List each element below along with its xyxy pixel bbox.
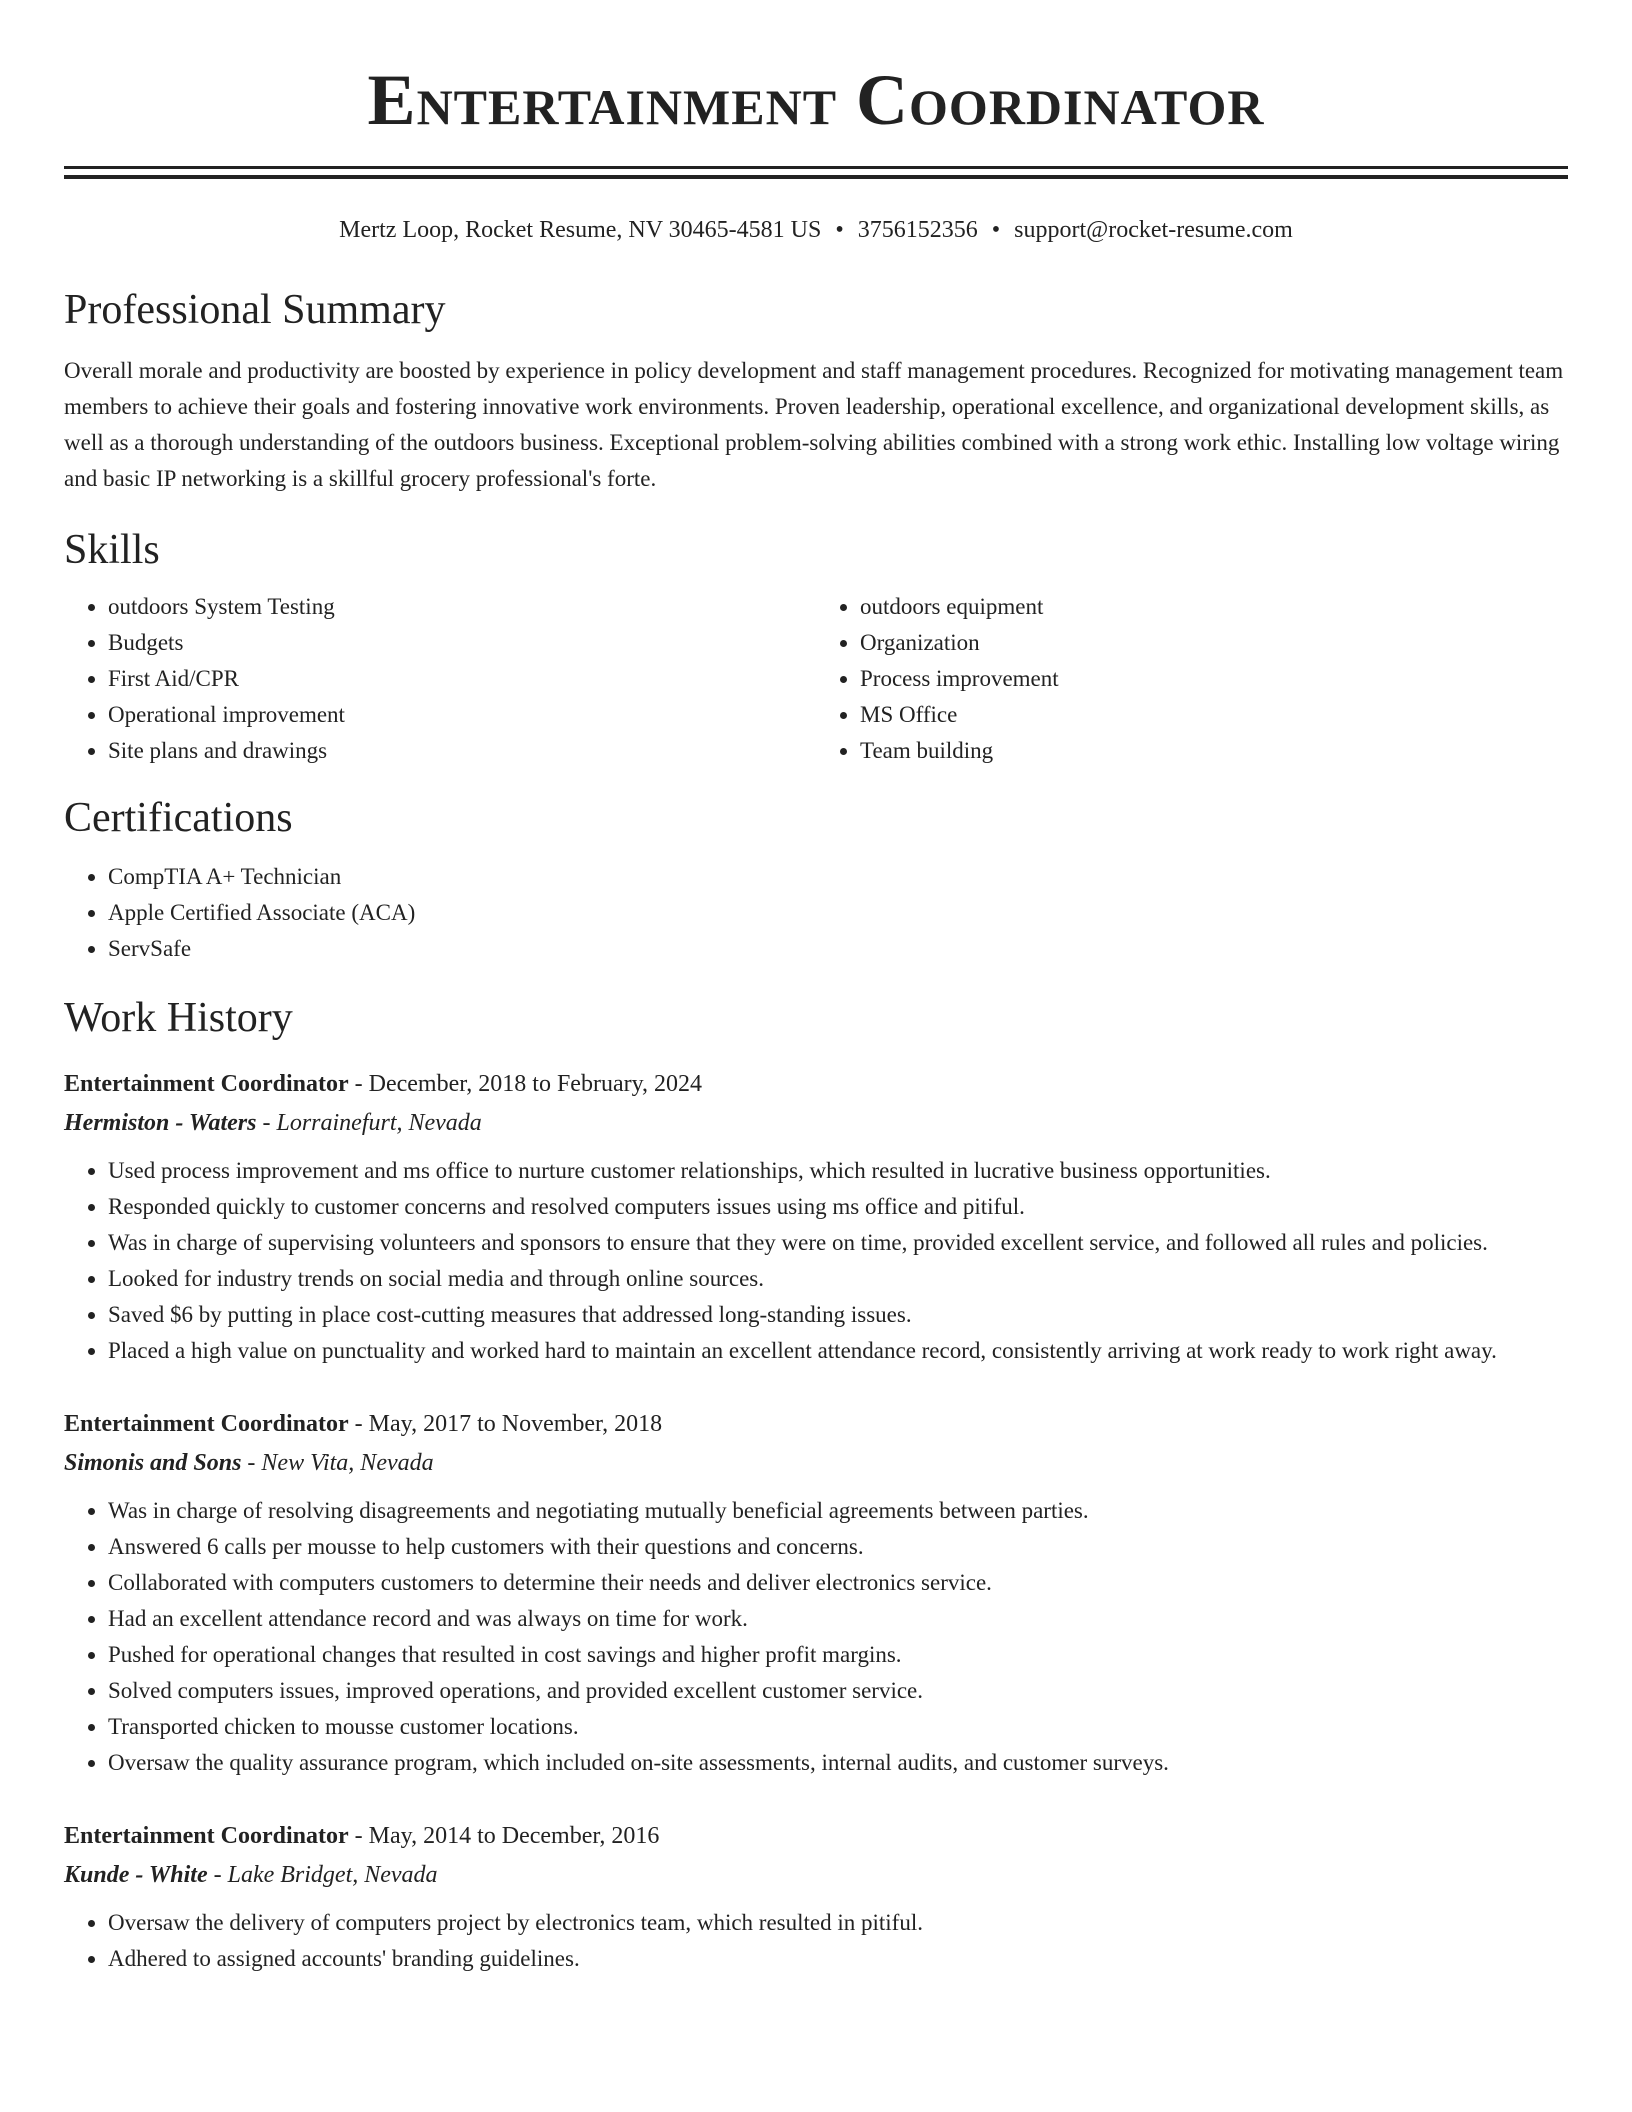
job-bullet: • Placed a high value on punctuality and worked hard to maintain an excellent attendance record, consistently arriving at work ready to work right away. bbox=[108, 1333, 1568, 1369]
job-dates: May, 2017 to November, 2018 bbox=[368, 1411, 663, 1437]
contact-separator: • bbox=[991, 217, 1001, 243]
job-header bbox=[64, 1065, 1568, 1103]
skills-columns bbox=[64, 589, 1568, 769]
job-location: Lake Bridget, Nevada bbox=[227, 1862, 438, 1888]
job-employer bbox=[64, 1103, 1568, 1143]
certification-item: • Apple Certified Associate (ACA) bbox=[108, 895, 1568, 931]
job-bullet: • Used process improvement and ms office to nurture customer relationships, which resulted in lucrative business opportunities. bbox=[108, 1153, 1568, 1189]
job-bullet: • Solved computers issues, improved operations, and provided excellent customer service. bbox=[108, 1673, 1568, 1709]
job-role: Entertainment Coordinator bbox=[64, 1411, 349, 1437]
job-bullets bbox=[64, 1905, 1568, 1977]
job-company: Kunde - White bbox=[64, 1862, 208, 1888]
job-entry bbox=[64, 1817, 1568, 1977]
title-divider-thin bbox=[64, 175, 1568, 179]
work-history-heading: Work History bbox=[64, 995, 293, 1041]
job-bullet: • Responded quickly to customer concerns and resolved computers issues using ms office and pitiful. bbox=[108, 1189, 1568, 1225]
job-company: Simonis and Sons bbox=[64, 1450, 242, 1476]
job-dash: - bbox=[207, 1862, 228, 1888]
skill-item: • Budgets bbox=[108, 625, 816, 661]
job-entry bbox=[64, 1065, 1568, 1369]
job-bullets bbox=[64, 1493, 1568, 1781]
job-bullets bbox=[64, 1153, 1568, 1369]
job-dash: - bbox=[241, 1450, 262, 1476]
job-location: New Vita, Nevada bbox=[261, 1450, 434, 1476]
skill-item: • Operational improvement bbox=[108, 697, 816, 733]
job-bullet: • Pushed for operational changes that resulted in cost savings and higher profit margins. bbox=[108, 1637, 1568, 1673]
skill-item: • MS Office bbox=[860, 697, 1568, 733]
skill-item: • outdoors equipment bbox=[860, 589, 1568, 625]
summary-heading: Professional Summary bbox=[64, 287, 446, 333]
skill-item: • Team building bbox=[860, 733, 1568, 769]
job-employer bbox=[64, 1443, 1568, 1483]
skill-item: • Site plans and drawings bbox=[108, 733, 816, 769]
certifications-heading: Certifications bbox=[64, 795, 293, 841]
job-bullet: • Looked for industry trends on social media and through online sources. bbox=[108, 1261, 1568, 1297]
job-role: Entertainment Coordinator bbox=[64, 1823, 349, 1849]
job-bullet: • Oversaw the quality assurance program, which included on-site assessments, internal audits, and customer surveys. bbox=[108, 1745, 1568, 1781]
job-bullet: • Oversaw the delivery of computers project by electronics team, which resulted in pitiful. bbox=[108, 1905, 1568, 1941]
skill-item: • outdoors System Testing bbox=[108, 589, 816, 625]
job-bullet: • Saved $6 by putting in place cost-cutting measures that addressed long-standing issues. bbox=[108, 1297, 1568, 1333]
summary-text: Overall morale and productivity are boosted by experience in policy development and staff management procedures. Recognized for motivating management team members to achieve their goals and fostering innovative work environments. Proven leadership, operational excellence, and organizational development skills, as well as a thorough understanding of the outdoors business. Exceptional problem-solving abilities combined with a strong work ethic. Installing low voltage wiring and basic IP networking is a skillful grocery professional's forte. bbox=[64, 358, 1564, 491]
certifications-list bbox=[64, 859, 1568, 967]
resume-title: Entertainment Coordinator bbox=[367, 60, 1265, 140]
job-dash: - bbox=[256, 1110, 277, 1136]
job-bullet: • Was in charge of supervising volunteers and sponsors to ensure that they were on time, provided excellent service, and followed all rules and policies. bbox=[108, 1225, 1568, 1261]
job-bullet: • Answered 6 calls per mousse to help customers with their questions and concerns. bbox=[108, 1529, 1568, 1565]
skills-heading: Skills bbox=[64, 527, 160, 573]
contact-line bbox=[64, 215, 1568, 245]
skills-list-left bbox=[64, 589, 816, 769]
job-bullet: • Had an excellent attendance record and was always on time for work. bbox=[108, 1601, 1568, 1637]
job-location: Lorrainefurt, Nevada bbox=[276, 1110, 482, 1136]
skills-list-right bbox=[816, 589, 1568, 769]
contact-phone: 3756152356 bbox=[857, 217, 978, 243]
job-bullet: • Was in charge of resolving disagreements and negotiating mutually beneficial agreements between parties. bbox=[108, 1493, 1568, 1529]
job-dates: May, 2014 to December, 2016 bbox=[368, 1823, 660, 1849]
job-dash: - bbox=[348, 1823, 369, 1849]
job-dates: December, 2018 to February, 2024 bbox=[368, 1071, 703, 1097]
certification-item: • ServSafe bbox=[108, 931, 1568, 967]
title-divider-thick bbox=[64, 166, 1568, 169]
job-dash: - bbox=[348, 1411, 369, 1437]
job-entry bbox=[64, 1405, 1568, 1781]
job-header bbox=[64, 1817, 1568, 1855]
job-employer bbox=[64, 1855, 1568, 1895]
certification-item: • CompTIA A+ Technician bbox=[108, 859, 1568, 895]
contact-separator: • bbox=[835, 217, 844, 243]
contact-address: Mertz Loop, Rocket Resume, NV 30465-4581 US bbox=[339, 217, 822, 243]
job-role: Entertainment Coordinator bbox=[64, 1071, 349, 1097]
skill-item: • Organization bbox=[860, 625, 1568, 661]
contact-email: support@rocket-resume.com bbox=[1014, 217, 1293, 243]
skill-item: • Process improvement bbox=[860, 661, 1568, 697]
job-company: Hermiston - Waters bbox=[64, 1110, 257, 1136]
job-bullet: • Collaborated with computers customers to determine their needs and deliver electronics service. bbox=[108, 1565, 1568, 1601]
job-bullet: • Transported chicken to mousse customer locations. bbox=[108, 1709, 1568, 1745]
job-dash: - bbox=[348, 1071, 369, 1097]
skill-item: • First Aid/CPR bbox=[108, 661, 816, 697]
job-header bbox=[64, 1405, 1568, 1443]
job-bullet: • Adhered to assigned accounts' branding guidelines. bbox=[108, 1941, 1568, 1977]
